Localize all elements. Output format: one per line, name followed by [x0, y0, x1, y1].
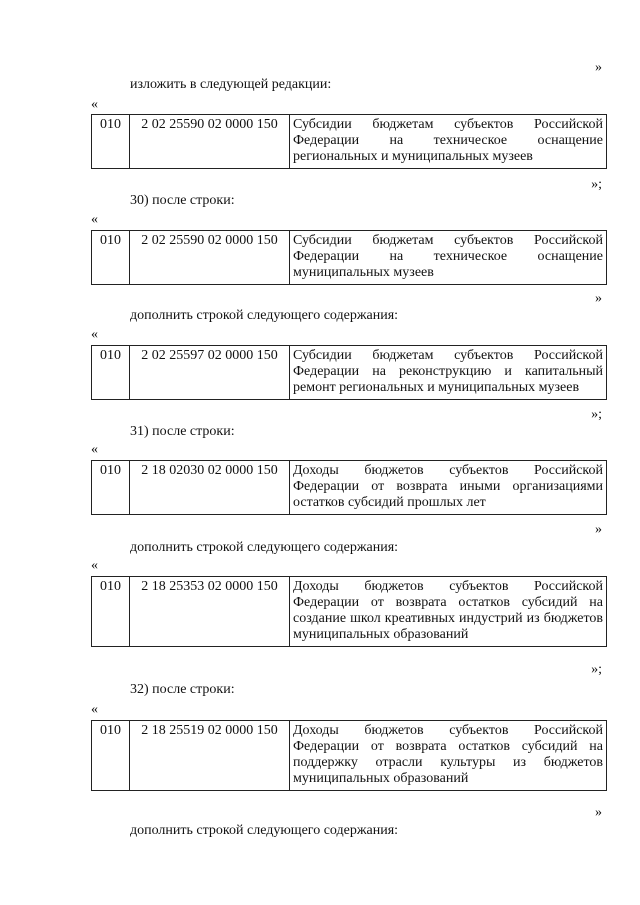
item-heading: 30) после строки:: [130, 193, 235, 208]
budget-code-cell: 2 18 02030 02 0000 150: [130, 461, 290, 515]
item-heading: 31) после строки:: [130, 424, 235, 439]
quote-open: «: [91, 558, 98, 573]
admin-code-cell: 010: [92, 461, 130, 515]
paragraph-supplement: дополнить строкой следующего содержания:: [130, 823, 399, 838]
admin-code-cell: 010: [92, 721, 130, 791]
description-cell: Субсидии бюджетам субъектов Российской Федерации на техническое оснащение муниципальных музеев: [290, 231, 607, 285]
description-cell: Субсидии бюджетам субъектов Российской Федерации на реконструкцию и капитальный ремонт региональных и муниципальных музеев: [290, 346, 607, 400]
quote-open: «: [91, 212, 98, 227]
budget-code-cell: 2 02 25597 02 0000 150: [130, 346, 290, 400]
budget-code-cell: 2 02 25590 02 0000 150: [130, 231, 290, 285]
quote-close: »: [595, 291, 602, 306]
admin-code-cell: 010: [92, 115, 130, 169]
table-row: [91, 114, 607, 169]
quote-close: »: [595, 805, 602, 820]
admin-code-cell: 010: [92, 346, 130, 400]
quote-open: «: [91, 702, 98, 717]
table-row: [91, 345, 607, 400]
budget-code-cell: 2 02 25590 02 0000 150: [130, 115, 290, 169]
quote-close: »;: [591, 177, 602, 192]
quote-close: »: [595, 60, 602, 75]
budget-code-cell: 2 18 25353 02 0000 150: [130, 577, 290, 647]
quote-close: »: [595, 522, 602, 537]
quote-open: «: [91, 97, 98, 112]
admin-code-cell: 010: [92, 231, 130, 285]
table-row: [91, 230, 607, 285]
budget-code-cell: 2 18 25519 02 0000 150: [130, 721, 290, 791]
quote-close: »;: [591, 407, 602, 422]
table-row: [91, 460, 607, 515]
description-cell: Доходы бюджетов субъектов Российской Федерации от возврата иными организациями остатков субсидий прошлых лет: [290, 461, 607, 515]
table-row: [91, 720, 607, 791]
quote-open: «: [91, 442, 98, 457]
admin-code-cell: 010: [92, 577, 130, 647]
quote-close: »;: [591, 662, 602, 677]
quote-open: «: [91, 327, 98, 342]
paragraph-supplement: дополнить строкой следующего содержания:: [130, 540, 399, 555]
paragraph-intro: изложить в следующей редакции:: [130, 77, 332, 92]
table-row: [91, 576, 607, 647]
description-cell: Субсидии бюджетам субъектов Российской Федерации на техническое оснащение региональных и муниципальных музеев: [290, 115, 607, 169]
item-heading: 32) после строки:: [130, 682, 235, 697]
description-cell: Доходы бюджетов субъектов Российской Федерации от возврата остатков субсидий на поддержку отрасли культуры из бюджетов муниципальных образований: [290, 721, 607, 791]
description-cell: Доходы бюджетов субъектов Российской Федерации от возврата остатков субсидий на создание школ креативных индустрий из бюджетов муниципальных образований: [290, 577, 607, 647]
paragraph-supplement: дополнить строкой следующего содержания:: [130, 308, 399, 323]
